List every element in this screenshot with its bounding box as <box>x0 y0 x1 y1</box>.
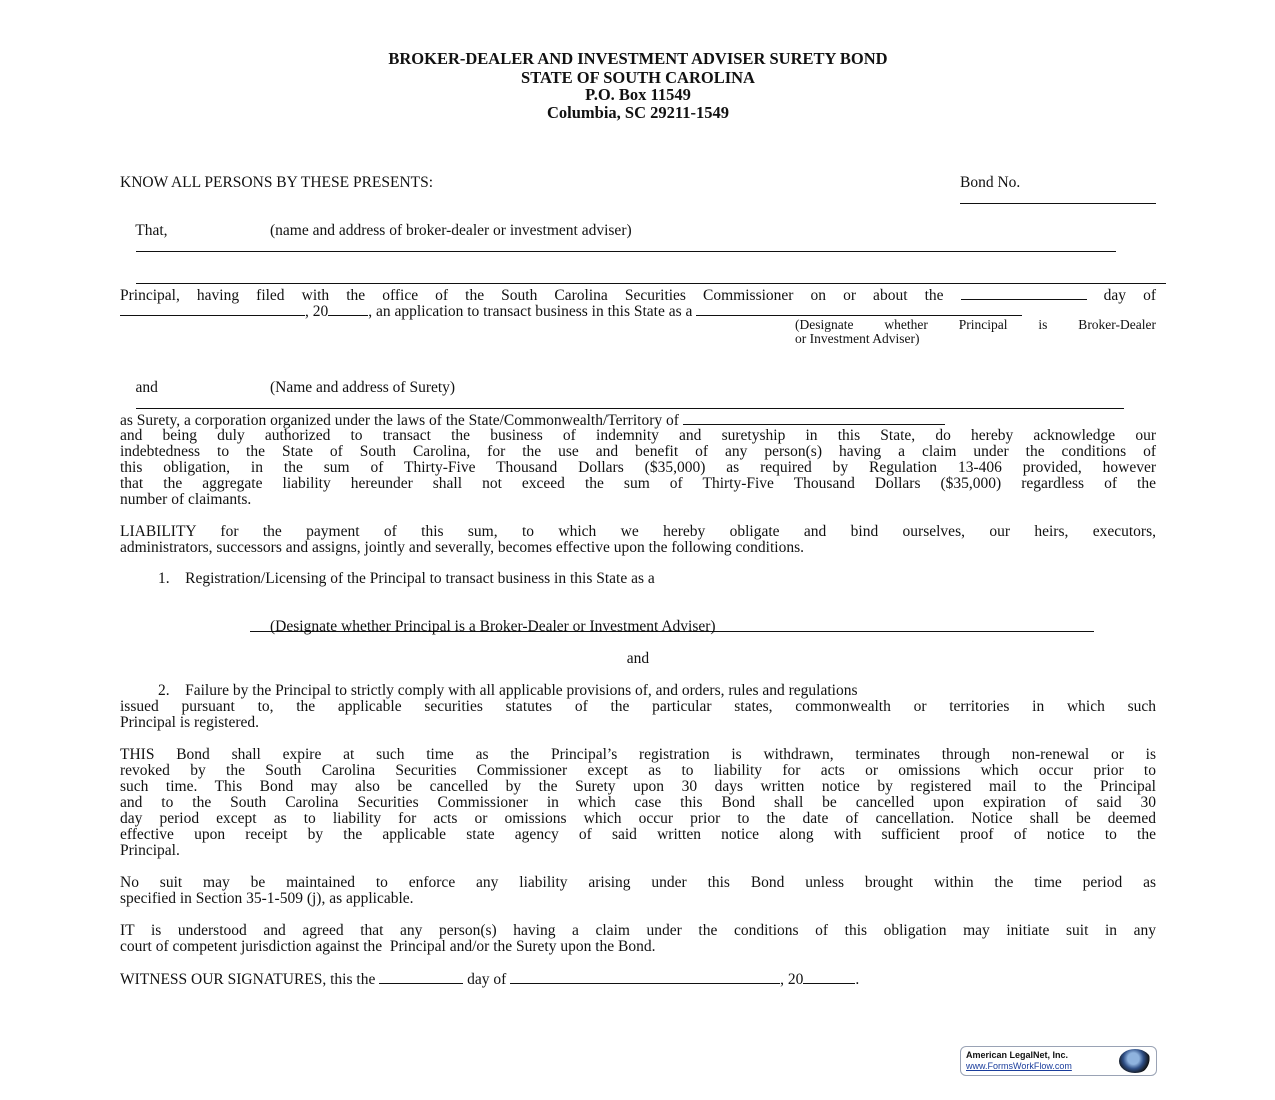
filing-month-field[interactable] <box>120 303 305 316</box>
principal-name-field[interactable] <box>136 239 1116 252</box>
principal-address-field[interactable] <box>136 271 1166 284</box>
bond-form-page <box>120 0 1156 1100</box>
know-all-heading: KNOW ALL PERSONS BY THESE PRESENTS: <box>120 174 434 191</box>
expire-line1: THIS Bond shall expire at such time as the Principal’s registration is withdrawn, terminates through non-renewal or is <box>120 746 1156 763</box>
witness-year-field[interactable] <box>803 971 855 984</box>
form-po-box: P.O. Box 11549 <box>585 85 691 104</box>
liability-line1: LIABILITY for the payment of this sum, to which we hereby obligate and bind ourselves, our heirs, executors, <box>120 523 1156 540</box>
principal-para-line1 <box>120 287 1156 304</box>
logo-company: American LegalNet, Inc. <box>966 1050 1069 1060</box>
suit-line1: No suit may be maintained to enforce any liability arising under this Bond unless brought within the time period as <box>120 874 1156 891</box>
witness-day-of: day of <box>467 971 507 988</box>
understood-line2: court of competent jurisdiction against the Principal and/or the Surety upon the Bond. <box>120 938 656 955</box>
witness-day-field[interactable] <box>379 971 463 984</box>
filing-year-field[interactable] <box>328 303 368 316</box>
witness-year-prefix: , 20 <box>780 971 804 988</box>
designate-caption-line2: or Investment Adviser) <box>795 331 920 346</box>
surety-para-text: as Surety, a corporation organized under the laws of the State/Commonwealth/Territory of <box>120 412 679 429</box>
witness-period: . <box>855 971 860 988</box>
bond-number-field[interactable] <box>960 191 1156 204</box>
condition1-number: 1. <box>158 570 170 587</box>
surety-para-line2: and being duly authorized to transact the business of indemnity and suretyship in this State, do hereby acknowledge our <box>120 427 1156 444</box>
condition2-line3: Principal is registered. <box>120 714 260 731</box>
witness-month-field[interactable] <box>510 971 780 984</box>
year-prefix: , 20 <box>305 303 329 320</box>
globe-icon <box>1119 1049 1151 1073</box>
expire-line4: and to the South Carolina Securities Commissioner in which case this Bond shall be cancelled upon expiration of said 30 <box>120 794 1156 811</box>
expire-line2: revoked by the South Carolina Securities Commissioner except as to liability for acts or omissions which occur prior to <box>120 762 1156 779</box>
that-label: That, <box>135 222 168 239</box>
witness-row <box>120 971 859 988</box>
designate-caption-line1: (Designate whether Principal is Broker-Dealer <box>795 317 1156 332</box>
condition1-text: Registration/Licensing of the Principal to transact business in this State as a <box>185 570 655 587</box>
form-state: STATE OF SOUTH CAROLINA <box>521 68 755 87</box>
day-of-label: day of <box>1103 287 1157 304</box>
condition1-row <box>158 571 655 587</box>
surety-caption: (Name and address of Surety) <box>270 379 456 396</box>
liability-line2: administrators, successors and assigns, jointly and severally, becomes effective upon the following conditions. <box>120 539 805 556</box>
condition2-text: Failure by the Principal to strictly comply with all applicable provisions of, and orders, rules and regulations <box>185 682 858 699</box>
surety-para-line5: that the aggregate liability hereunder shall not exceed the sum of Thirty-Five Thousand Dollars ($35,000) regardless of the <box>120 475 1156 492</box>
principal-para-text: Principal, having filed with the office of the South Carolina Securities Commissioner on or about the <box>120 287 944 304</box>
condition2-number: 2. <box>158 682 170 699</box>
expire-line6: effective upon receipt by the applicable state agency of said written notice along with sufficient proof of notice to the <box>120 826 1156 843</box>
condition2-line1 <box>158 683 858 699</box>
principal-caption: (name and address of broker-dealer or investment adviser) <box>270 222 632 239</box>
condition1-caption: (Designate whether Principal is a Broker-Dealer or Investment Adviser) <box>270 618 716 635</box>
surety-para-line4: this obligation, in the sum of Thirty-Five Thousand Dollars ($35,000) as required by Regulation 13-406 provided, however <box>120 459 1156 476</box>
logo-url-link[interactable]: www.FormsWorkFlow.com <box>966 1061 1072 1071</box>
expire-line7: Principal. <box>120 842 180 859</box>
form-title: BROKER-DEALER AND INVESTMENT ADVISER SURETY BOND <box>388 49 888 68</box>
and-label: and <box>135 379 158 396</box>
filing-day-field[interactable] <box>961 287 1087 300</box>
bond-number-label: Bond No. <box>960 174 1021 191</box>
condition2-line2: issued pursuant to, the applicable securities statutes of the particular states, commonwealth or territories in which such <box>120 698 1156 715</box>
witness-text: WITNESS OUR SIGNATURES, this the <box>120 971 376 988</box>
surety-name-field[interactable] <box>136 396 1124 409</box>
expire-line5: day period except as to liability for acts or omissions which occur prior to the date of cancellation. Notice shall be deemed <box>120 810 1156 827</box>
application-text: , an application to transact business in this State as a <box>368 303 693 320</box>
legalnet-logo[interactable] <box>960 1046 1157 1076</box>
understood-line1: IT is understood and agreed that any person(s) having a claim under the conditions of this obligation may initiate suit in any <box>120 922 1156 939</box>
suit-line2: specified in Section 35-1-509 (j), as applicable. <box>120 890 414 907</box>
form-city: Columbia, SC 29211-1549 <box>547 103 729 122</box>
principal-type-field[interactable] <box>696 303 1022 316</box>
and-center: and <box>626 650 650 667</box>
surety-para-line3: indebtedness to the State of South Carolina, for the use and benefit of any person(s) having a claim under the conditions of <box>120 443 1156 460</box>
surety-state-field[interactable] <box>683 412 945 425</box>
surety-para-line6: number of claimants. <box>120 491 252 508</box>
expire-line3: such time. This Bond may also be cancelled by the Surety upon 30 days written notice by registered mail to the Principal <box>120 778 1156 795</box>
